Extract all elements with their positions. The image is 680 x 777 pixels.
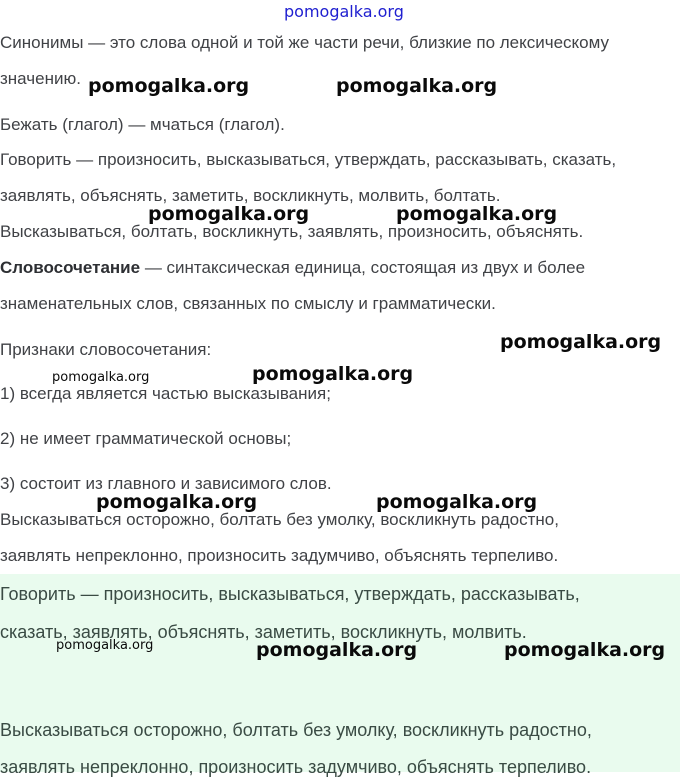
watermark-small: pomogalka.org (52, 370, 150, 385)
answer-line-4: заявлять непреклонно, произносить задумчиво, объяснять терпеливо. (0, 757, 592, 777)
phrase-term: Словосочетание (0, 258, 141, 277)
watermark: pomogalka.org (148, 203, 310, 225)
watermark: pomogalka.org (256, 639, 418, 661)
watermark: pomogalka.org (88, 75, 250, 97)
synonym-definition-line-2: значению. (0, 69, 81, 88)
watermark-top: pomogalka.org (284, 2, 404, 21)
phrase-definition-line-1 (0, 258, 585, 278)
watermark: pomogalka.org (504, 639, 666, 661)
watermark: pomogalka.org (500, 331, 662, 353)
answer-line-2: сказать, заявлять, объяснять, заметить, воскликнуть, молвить. (0, 622, 527, 642)
govorit-synonyms-line-2: заявлять, объяснять, заметить, воскликнуть, молвить, болтать. (0, 186, 501, 205)
feature-2: 2) не имеет грамматической основы; (0, 429, 292, 448)
govorit-synonyms-line-1: Говорить — произносить, высказываться, утверждать, рассказывать, сказать, (0, 150, 617, 169)
watermark: pomogalka.org (96, 491, 258, 513)
verbs-list: Высказываться, болтать, воскликнуть, заявлять, произносить, объяснять. (0, 222, 584, 241)
phrases-line-1: Высказываться осторожно, болтать без умолку, воскликнуть радостно, (0, 510, 559, 529)
watermark: pomogalka.org (336, 75, 498, 97)
feature-1: 1) всегда является частью высказывания; (0, 384, 331, 403)
watermark-small: pomogalka.org (56, 638, 154, 653)
watermark: pomogalka.org (252, 363, 414, 385)
synonym-example: Бежать (глагол) — мчаться (глагол). (0, 115, 285, 134)
watermark: pomogalka.org (376, 491, 538, 513)
phrase-definition-rest: — синтаксическая единица, состоящая из двух и более (140, 258, 586, 277)
answer-line-1: Говорить — произносить, высказываться, утверждать, рассказывать, (0, 584, 580, 604)
watermark: pomogalka.org (396, 203, 558, 225)
answer-line-3: Высказываться осторожно, болтать без умолку, воскликнуть радостно, (0, 720, 592, 740)
phrase-features-heading: Признаки словосочетания: (0, 340, 212, 359)
phrase-definition-line-2: знаменательных слов, связанных по смыслу и грамматически. (0, 294, 496, 313)
feature-3: 3) состоит из главного и зависимого слов. (0, 474, 332, 493)
phrases-line-2: заявлять непреклонно, произносить задумчиво, объяснять терпеливо. (0, 546, 559, 565)
synonym-definition-line-1: Синонимы — это слова одной и той же части речи, близкие по лексическому (0, 33, 610, 52)
